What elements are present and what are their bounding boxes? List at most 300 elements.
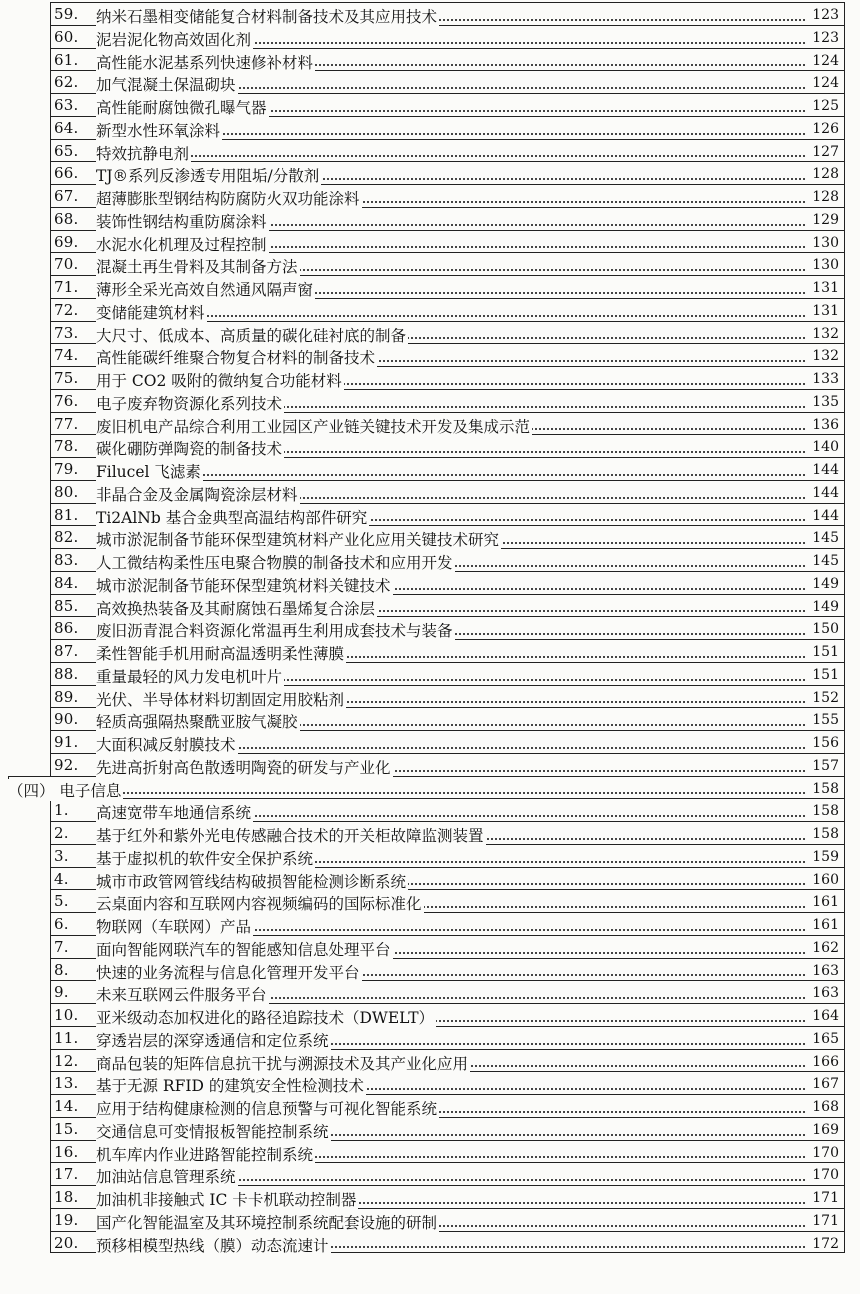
toc-entry-number: 71.	[54, 278, 79, 296]
toc-row[interactable]	[50, 1049, 845, 1072]
toc-page-number: 170	[812, 1144, 839, 1161]
toc-entry-number: 10.	[54, 1006, 79, 1024]
row-border-right	[844, 185, 845, 207]
row-border-right	[844, 322, 845, 344]
toc-entry-title: 高速宽带车地通信系统	[96, 801, 253, 823]
row-border-left	[50, 1141, 51, 1163]
toc-page-number: 158	[812, 803, 839, 820]
row-border-left	[50, 572, 51, 594]
row-border-left	[50, 1163, 51, 1185]
toc-page-number: 123	[812, 7, 839, 23]
row-border-right	[844, 413, 845, 435]
row-border-left	[50, 481, 51, 503]
toc-entry-title: 装饰性钢结构重防腐涂料	[96, 210, 269, 232]
toc-row[interactable]	[50, 889, 845, 912]
toc-page-number: 172	[812, 1235, 839, 1252]
toc-row[interactable]	[50, 48, 845, 71]
toc-row[interactable]	[50, 1140, 845, 1163]
toc-entry-number: 88.	[54, 664, 79, 683]
row-border-right	[844, 276, 845, 298]
toc-entry-number: 91.	[54, 733, 79, 751]
row-border-left	[50, 663, 51, 685]
toc-row[interactable]	[50, 821, 845, 844]
toc-row[interactable]	[50, 912, 845, 935]
toc-entry-title: 应用于结构健康检测的信息预警与可视化智能系统	[96, 1097, 439, 1119]
toc-entry-number: 11.	[54, 1028, 79, 1047]
toc-row[interactable]	[50, 1003, 845, 1026]
row-border-left	[50, 1232, 51, 1253]
row-border-right	[844, 549, 845, 571]
toc-entry-number: 89.	[54, 687, 79, 706]
toc-entry-title: 薄形全采光高效自然通风隔声窗	[96, 278, 315, 300]
row-border-left	[50, 822, 51, 844]
toc-entry-number: 83.	[54, 551, 79, 569]
toc-row[interactable]	[50, 366, 845, 389]
row-border-right	[844, 663, 845, 685]
row-border-right	[844, 71, 845, 93]
row-border-left	[50, 1118, 51, 1140]
row-border-right	[844, 981, 845, 1003]
row-border-left	[50, 140, 51, 162]
toc-page-number: 131	[812, 302, 839, 319]
toc-entry-title: 穿透岩层的深穿透通信和定位系统	[96, 1029, 331, 1051]
toc-row[interactable]	[50, 412, 845, 435]
toc-entry-number: 69.	[54, 232, 79, 251]
toc-entry-number: 84.	[54, 573, 79, 592]
toc-entry-number: 62.	[54, 73, 79, 92]
row-border-right	[844, 890, 845, 912]
toc-page-number: 169	[812, 1121, 839, 1138]
row-border-left	[50, 458, 51, 480]
toc-page-number: 125	[812, 98, 839, 114]
toc-entry-number: 70.	[54, 255, 79, 274]
toc-page-number: 158	[812, 780, 839, 797]
row-border-right	[844, 845, 845, 867]
toc-entry-number: 3.	[54, 846, 69, 865]
toc-entry-title: Filucel 飞滤素	[96, 460, 203, 482]
toc-row[interactable]	[50, 139, 845, 162]
toc-page-number: 151	[812, 666, 839, 683]
toc-row[interactable]	[50, 1162, 845, 1185]
row-border-left	[50, 1095, 51, 1117]
row-border-left	[50, 617, 51, 639]
toc-row[interactable]	[50, 571, 845, 594]
row-border-right	[844, 572, 845, 594]
row-border-right	[844, 504, 845, 526]
toc-row[interactable]	[50, 457, 845, 480]
row-border-right	[844, 117, 845, 139]
toc-entry-title: 基于虚拟机的软件安全保护系统	[96, 847, 315, 869]
toc-leader-dots	[110, 474, 805, 476]
toc-entry-number: 76.	[54, 391, 79, 410]
toc-entry-title: 电子废弃物资源化系列技术	[96, 392, 284, 414]
row-border-left	[50, 344, 51, 366]
toc-entry-number: 75.	[54, 369, 79, 387]
toc-page-number: 170	[812, 1167, 839, 1184]
row-border-left	[50, 208, 51, 230]
toc-page-number: 161	[812, 894, 839, 911]
toc-entry-title: 交通信息可变情报板智能控制系统	[96, 1120, 331, 1142]
toc-page-number: 157	[812, 757, 839, 774]
row-border-right	[844, 1186, 845, 1208]
row-border-right	[844, 253, 845, 275]
row-border-left	[50, 322, 51, 344]
toc-row[interactable]	[50, 480, 845, 503]
row-border-left	[50, 367, 51, 389]
toc-page-number: 163	[812, 962, 839, 979]
toc-entry-number: 87.	[54, 642, 79, 660]
toc-entry-title: 预移相模型热线（膜）动态流速计	[96, 1234, 331, 1256]
toc-entry-title: 高性能耐腐蚀微孔曝气器	[96, 96, 269, 118]
toc-entry-title: 轻质高强隔热聚酰亚胺气凝胶	[96, 710, 300, 732]
row-border-right	[844, 481, 845, 503]
toc-row[interactable]	[50, 980, 845, 1003]
toc-page-number: 129	[812, 211, 839, 228]
toc-section-title: （四） 电子信息	[8, 779, 123, 801]
row-border-left	[50, 94, 51, 116]
toc-row[interactable]	[50, 298, 845, 321]
toc-entry-number: 92.	[54, 755, 79, 774]
row-border-right	[844, 208, 845, 230]
toc-page-number: 158	[812, 826, 839, 842]
toc-row[interactable]	[50, 798, 845, 821]
toc-entry-title: 超薄膨胀型钢结构防腐防火双功能涂料	[96, 187, 362, 209]
toc-page-number: 144	[812, 484, 839, 501]
toc-page-number: 124	[812, 75, 839, 92]
toc-page-number: 151	[812, 644, 839, 660]
toc-row[interactable]	[50, 844, 845, 867]
row-border-left	[50, 959, 51, 981]
toc-page-number: 145	[812, 530, 839, 547]
row-border-right	[844, 1209, 845, 1231]
row-border-right	[844, 913, 845, 935]
row-border-left	[50, 276, 51, 298]
toc-entry-title: 城市淤泥制备节能环保型建筑材料产业化应用关键技术研究	[96, 528, 501, 550]
row-border-left	[50, 868, 51, 890]
toc-row[interactable]	[50, 1026, 845, 1049]
toc-page-number: 133	[812, 371, 839, 387]
toc-entry-title: 亚米级动态加权进化的路径追踪技术（DWELT）	[96, 1006, 436, 1028]
row-border-right	[844, 1027, 845, 1049]
toc-entry-number: 12.	[54, 1051, 79, 1070]
toc-entry-number: 6.	[54, 915, 69, 933]
row-border-right	[844, 686, 845, 708]
row-border-left	[50, 26, 51, 48]
row-border-left	[50, 686, 51, 708]
toc-page-number: 163	[812, 985, 839, 1002]
toc-row[interactable]	[50, 2, 845, 25]
toc-page-number: 123	[812, 29, 839, 46]
row-border-right	[844, 49, 845, 71]
toc-row[interactable]	[50, 730, 845, 753]
row-border-right	[844, 3, 845, 25]
toc-row[interactable]	[50, 321, 845, 344]
toc-entry-number: 74.	[54, 346, 79, 365]
toc-leader-dots	[110, 155, 805, 157]
row-border-right	[844, 731, 845, 753]
row-border-left	[50, 731, 51, 753]
row-border-right	[844, 1050, 845, 1072]
toc-row[interactable]	[50, 685, 845, 708]
toc-entry-title: 混凝土再生骨料及其制备方法	[96, 255, 300, 277]
toc-entry-title: 大面积减反射膜技术	[96, 733, 238, 755]
toc-row[interactable]	[50, 525, 845, 548]
row-border-left	[50, 1027, 51, 1049]
toc-entry-number: 8.	[54, 960, 69, 979]
row-border-right	[844, 162, 845, 184]
row-border-left	[50, 549, 51, 571]
row-border-left	[50, 1004, 51, 1026]
row-border-right	[844, 708, 845, 730]
toc-entry-title: 人工微结构柔性压电聚合物膜的制备技术和应用开发	[96, 551, 455, 573]
row-border-right	[844, 1072, 845, 1094]
toc-entry-number: 79.	[54, 460, 79, 478]
toc-entry-title: 物联网（车联网）产品	[96, 915, 253, 937]
toc-row[interactable]	[50, 935, 845, 958]
toc-entry-title: 高性能水泥基系列快速修补材料	[96, 51, 315, 73]
toc-page-number: 165	[812, 1030, 839, 1047]
row-border-left	[50, 253, 51, 275]
toc-entry-title: 商品包装的矩阵信息抗干扰与溯源技术及其产业化应用	[96, 1052, 470, 1074]
toc-page-number: 132	[812, 325, 839, 342]
toc-entry-title: Ti2AlNb 基合金典型高温结构部件研究	[96, 506, 369, 528]
toc-page-number: 166	[812, 1053, 839, 1070]
toc-page-number: 149	[812, 575, 839, 592]
toc-section-row[interactable]	[8, 776, 845, 799]
toc-entry-number: 61.	[54, 50, 79, 69]
toc-row[interactable]	[50, 230, 845, 253]
toc-page-number: 128	[812, 166, 839, 183]
row-border-left	[50, 390, 51, 412]
toc-page-number: 144	[812, 507, 839, 524]
toc-page-number: 152	[812, 689, 839, 706]
toc-page-number: 168	[812, 1099, 839, 1115]
toc-entry-number: 60.	[54, 27, 79, 46]
toc-row[interactable]	[50, 161, 845, 184]
toc-entry-title: 泥岩泥化物高效固化剂	[96, 28, 253, 50]
row-border-right	[844, 1095, 845, 1117]
toc-row[interactable]	[50, 1094, 845, 1117]
toc-entry-title: 碳化硼防弹陶瓷的制备技术	[96, 437, 284, 459]
row-border-left	[50, 936, 51, 958]
toc-entry-number: 82.	[54, 528, 79, 547]
toc-entry-number: 86.	[54, 619, 79, 638]
toc-entry-number: 16.	[54, 1142, 79, 1161]
toc-entry-title: 面向智能网联汽车的智能感知信息处理平台	[96, 938, 393, 960]
toc-row[interactable]	[50, 184, 845, 207]
toc-row[interactable]	[50, 958, 845, 981]
toc-entry-title: 大尺寸、低成本、高质量的碳化硅衬底的制备	[96, 324, 408, 346]
row-border-left	[50, 640, 51, 662]
toc-page-number: 140	[812, 439, 839, 456]
toc-entry-title: 非晶合金及金属陶瓷涂层材料	[96, 483, 300, 505]
toc-page-number: 164	[812, 1008, 839, 1024]
toc-entry-title: 城市淤泥制备节能环保型建筑材料关键技术	[96, 574, 393, 596]
row-border-right	[844, 1163, 845, 1185]
row-border-left	[50, 3, 51, 25]
toc-entry-title: 水泥水化机理及过程控制	[96, 233, 269, 255]
toc-entry-number: 63.	[54, 96, 79, 114]
toc-page-number: 171	[812, 1190, 839, 1206]
toc-row[interactable]	[50, 93, 845, 116]
toc-entry-number: 73.	[54, 323, 79, 342]
toc-page-number: 149	[812, 598, 839, 615]
toc-page-number: 124	[812, 52, 839, 69]
row-border-right	[844, 868, 845, 890]
row-border-left	[50, 413, 51, 435]
row-border-right	[844, 140, 845, 162]
toc-entry-number: 80.	[54, 482, 79, 501]
toc-row[interactable]	[50, 503, 845, 526]
row-border-left	[50, 504, 51, 526]
toc-page-number: 167	[812, 1076, 839, 1093]
toc-row[interactable]	[50, 662, 845, 685]
toc-entry-title: 特效抗静电剂	[96, 142, 191, 164]
row-border-right	[844, 390, 845, 412]
toc-entry-number: 77.	[54, 414, 79, 433]
row-border-right	[844, 799, 845, 821]
toc-row[interactable]	[50, 275, 845, 298]
row-border-left	[50, 185, 51, 207]
toc-page-number: 126	[812, 120, 839, 137]
row-border-left	[50, 231, 51, 253]
toc-entry-title: 基于红外和紫外光电传感融合技术的开关柜故障监测装置	[96, 824, 486, 846]
row-border-right	[844, 26, 845, 48]
toc-row[interactable]	[50, 1117, 845, 1140]
toc-entry-title: 云桌面内容和互联网内容视频编码的国际标准化	[96, 892, 424, 914]
toc-entry-title: 基于无源 RFID 的建筑安全性检测技术	[96, 1074, 366, 1096]
toc-row[interactable]	[50, 25, 845, 48]
row-border-right	[844, 640, 845, 662]
toc-row[interactable]	[50, 867, 845, 890]
toc-entry-number: 81.	[54, 505, 79, 524]
toc-entry-number: 68.	[54, 209, 79, 228]
toc-row[interactable]	[50, 434, 845, 457]
toc-entry-number: 9.	[54, 983, 69, 1002]
row-border-left	[50, 1209, 51, 1231]
toc-entry-number: 15.	[54, 1119, 79, 1138]
toc-row[interactable]	[50, 343, 845, 366]
toc-row[interactable]	[50, 707, 845, 730]
row-border-left	[50, 913, 51, 935]
toc-entry-number: 13.	[54, 1074, 79, 1093]
toc-row[interactable]	[50, 207, 845, 230]
toc-entry-number: 65.	[54, 141, 79, 160]
toc-entry-number: 85.	[54, 596, 79, 615]
toc-row[interactable]	[50, 116, 845, 139]
row-border-left	[50, 1072, 51, 1094]
row-border-right	[844, 526, 845, 548]
toc-entry-number: 19.	[54, 1210, 79, 1229]
toc-entry-number: 72.	[54, 300, 79, 319]
row-border-left	[50, 435, 51, 457]
toc-entry-title: 变储能建筑材料	[96, 301, 207, 323]
row-border-right	[844, 754, 845, 776]
toc-page-number: 131	[812, 280, 839, 296]
row-border-left	[50, 1050, 51, 1072]
toc-entry-title: 新型水性环氧涂料	[96, 119, 222, 141]
toc-row[interactable]	[50, 616, 845, 639]
toc-page-number: 136	[812, 416, 839, 433]
row-border-left	[50, 845, 51, 867]
toc-row[interactable]	[50, 1071, 845, 1094]
toc-entry-title: 加气混凝土保温砌块	[96, 73, 238, 95]
toc-row[interactable]	[50, 389, 845, 412]
toc-entry-number: 67.	[54, 187, 79, 205]
toc-entry-number: 59.	[54, 5, 79, 23]
row-border-right	[844, 959, 845, 981]
toc-page-number: 156	[812, 735, 839, 751]
toc-leader-dots	[110, 315, 805, 317]
toc-entry-title: TJ®系列反渗透专用阻垢/分散剂	[96, 164, 321, 186]
toc-page-number: 150	[812, 621, 839, 638]
toc-entry-number: 20.	[54, 1233, 79, 1252]
toc-page-number: 159	[812, 848, 839, 865]
row-border-left	[50, 71, 51, 93]
toc-entry-title: 重量最轻的风力发电机叶片	[96, 665, 284, 687]
toc-entry-title: 柔性智能手机用耐高温透明柔性薄膜	[96, 642, 346, 664]
row-border-right	[844, 1141, 845, 1163]
toc-row[interactable]	[50, 639, 845, 662]
toc-page-number: 160	[812, 871, 839, 888]
row-border-left	[50, 595, 51, 617]
toc-entry-number: 5.	[54, 892, 69, 911]
row-border-right	[844, 617, 845, 639]
toc-row[interactable]	[50, 252, 845, 275]
row-border-right	[844, 299, 845, 321]
toc-entry-title: 用于 CO2 吸附的微纳复合功能材料	[96, 369, 344, 391]
row-border-right	[844, 1232, 845, 1253]
row-border-left	[50, 526, 51, 548]
toc-row[interactable]	[50, 1185, 845, 1208]
toc-page-number: 171	[812, 1212, 839, 1229]
toc-entry-number: 66.	[54, 164, 79, 183]
toc-page-number: 162	[812, 939, 839, 956]
row-border-right	[844, 936, 845, 958]
toc-entry-number: 7.	[54, 937, 69, 956]
row-border-right	[844, 1004, 845, 1026]
toc-entry-title: 光伏、半导体材料切割固定用胶粘剂	[96, 688, 346, 710]
row-border-left	[50, 799, 51, 821]
toc-page-number: 144	[812, 462, 839, 478]
row-border-left	[50, 117, 51, 139]
toc-row[interactable]	[50, 753, 845, 776]
toc-row[interactable]	[50, 548, 845, 571]
toc-entry-title: 先进高折射高色散透明陶瓷的研发与产业化	[96, 756, 393, 778]
toc-row[interactable]	[50, 1208, 845, 1231]
toc-entry-title: 未来互联网云件服务平台	[96, 983, 269, 1005]
row-border-right	[844, 1118, 845, 1140]
row-border-right	[844, 777, 845, 799]
toc-row[interactable]	[50, 70, 845, 93]
row-border-right	[844, 94, 845, 116]
toc-entry-number: 4.	[54, 869, 69, 888]
row-border-left	[50, 981, 51, 1003]
toc-entry-title: 纳米石墨相变储能复合材料制备技术及其应用技术	[96, 5, 439, 27]
toc-entry-title: 废旧机电产品综合利用工业园区产业链关键技术开发及集成示范	[96, 415, 532, 437]
toc-page-number: 145	[812, 553, 839, 569]
row-border-right	[844, 435, 845, 457]
toc-entry-number: 2.	[54, 824, 69, 842]
toc-entry-title: 机车库内作业进路智能控制系统	[96, 1143, 315, 1165]
toc-entry-number: 18.	[54, 1188, 79, 1206]
toc-leader-dots	[68, 792, 805, 794]
row-border-left	[50, 162, 51, 184]
toc-row[interactable]	[50, 1231, 845, 1254]
toc-page-number: 128	[812, 189, 839, 205]
toc-row[interactable]	[50, 594, 845, 617]
row-border-left	[50, 1186, 51, 1208]
